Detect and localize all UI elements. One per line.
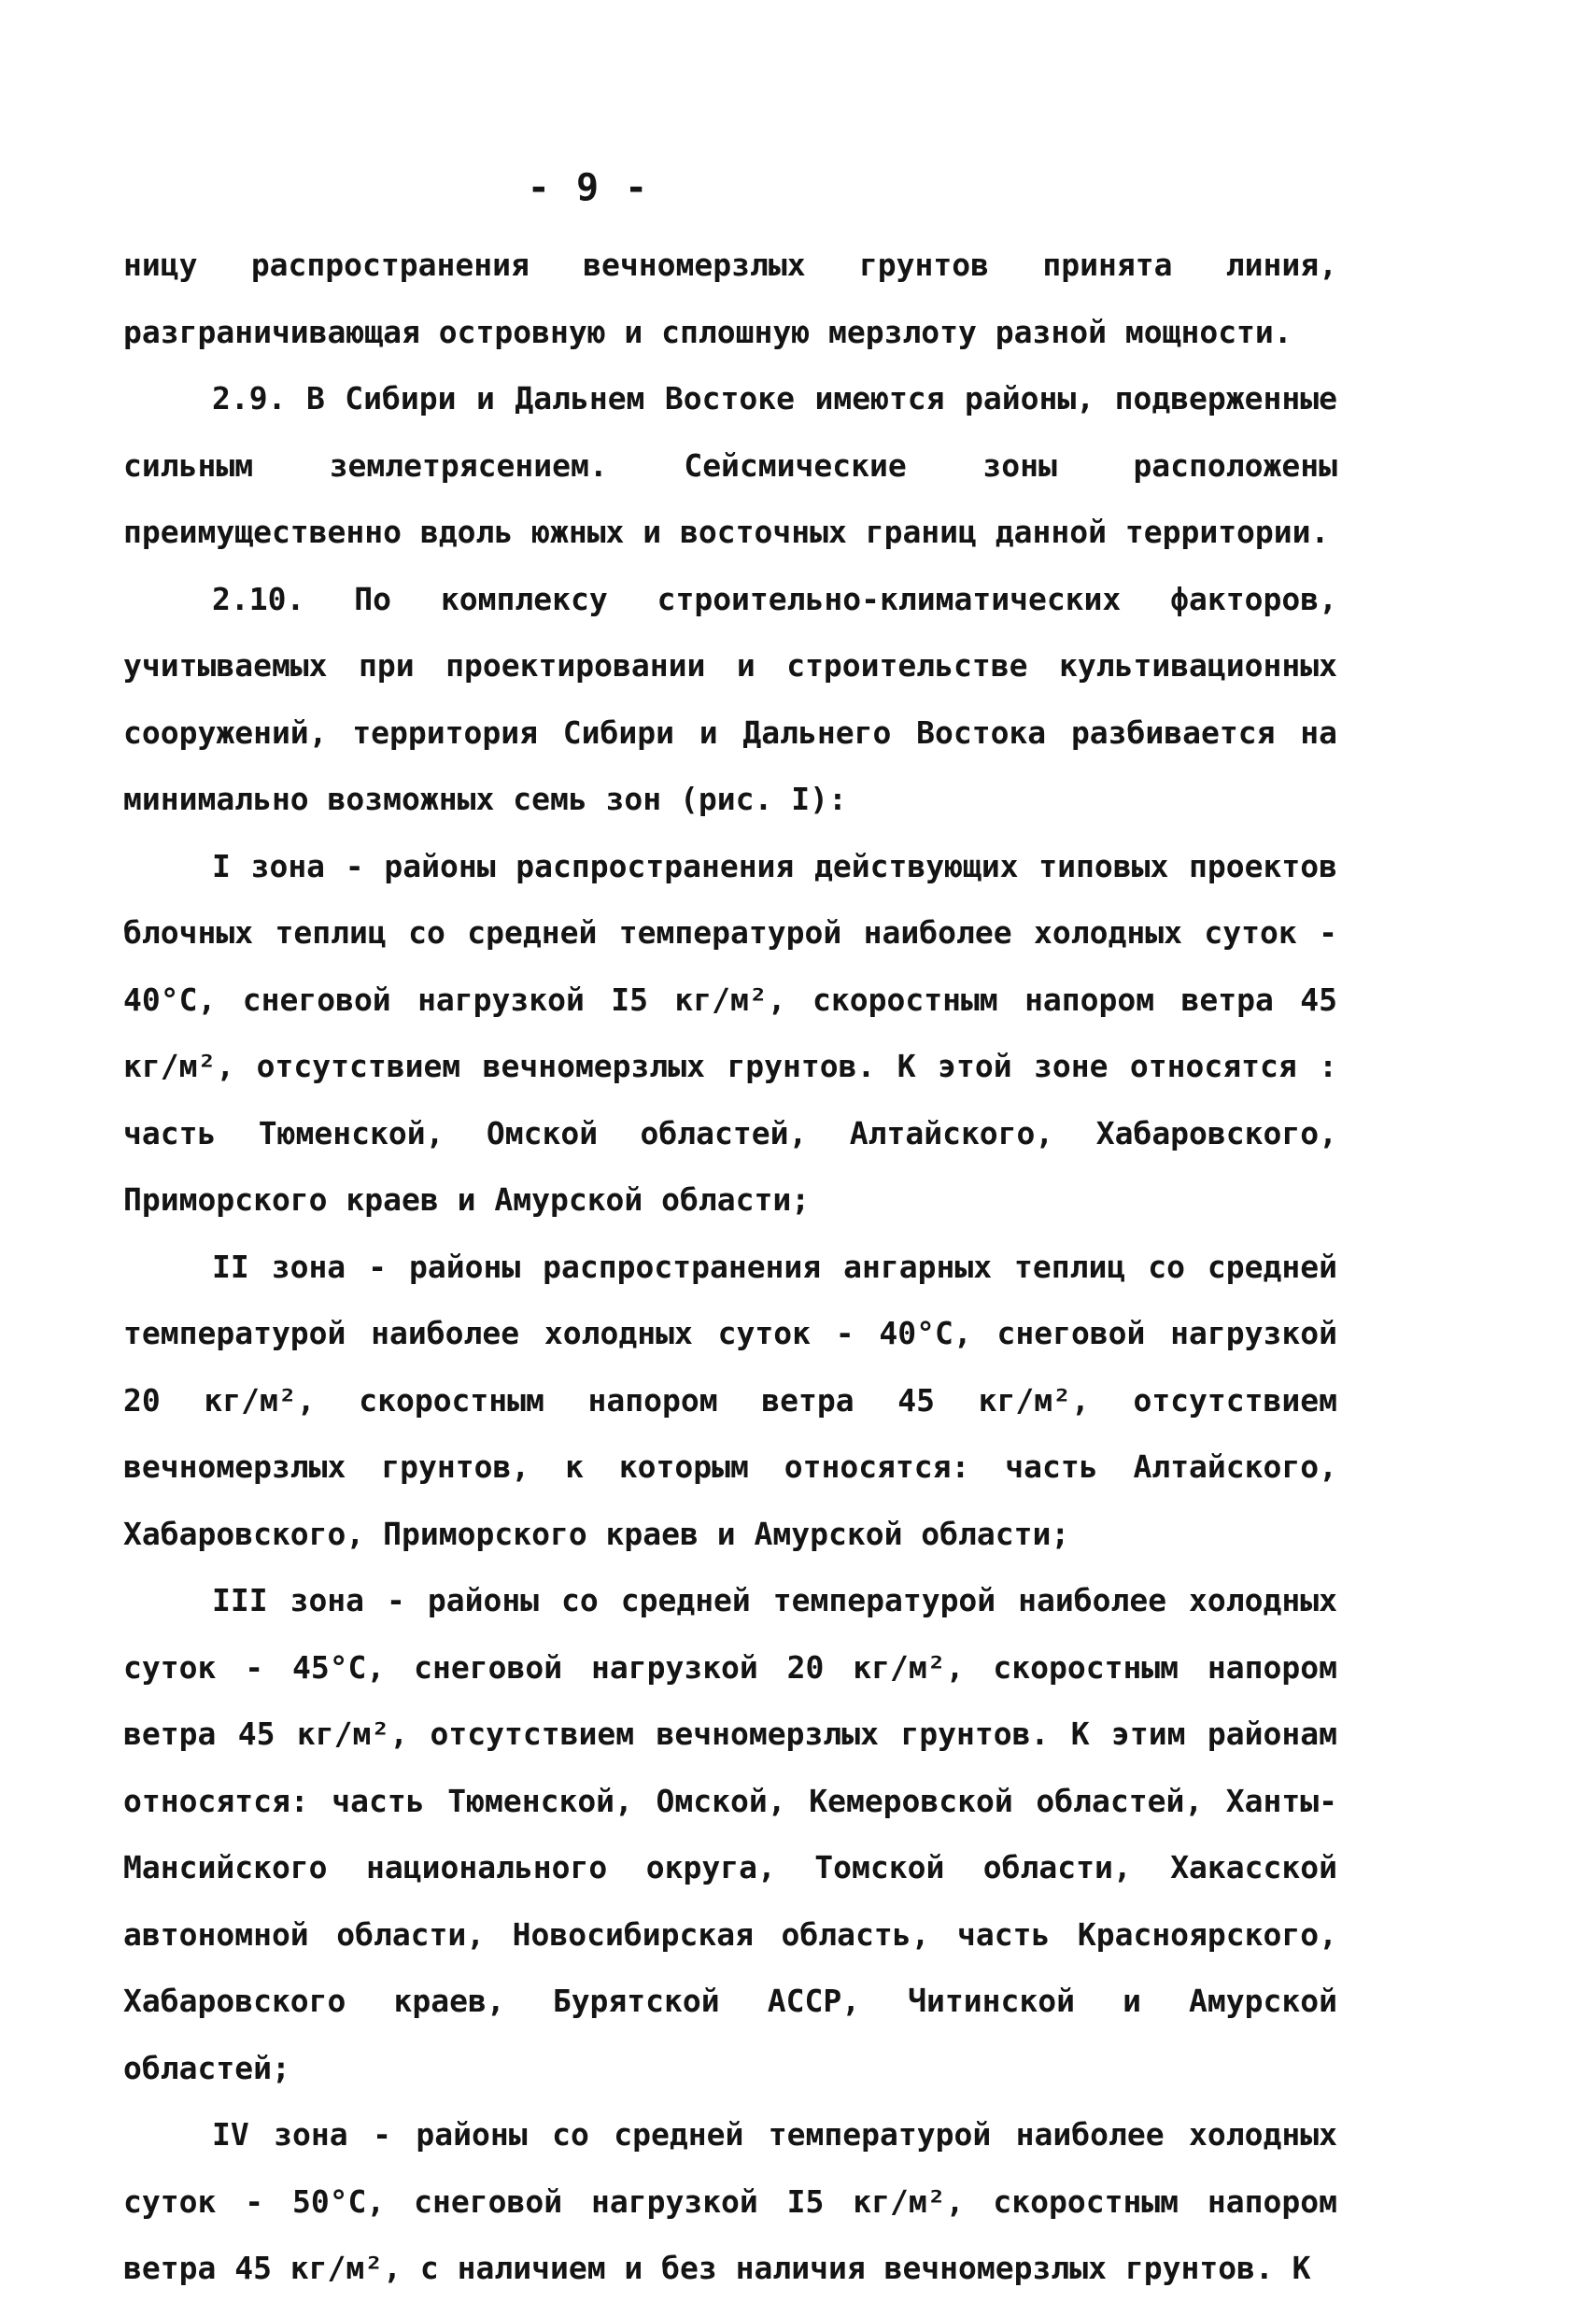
body-text — [123, 232, 1337, 2302]
paragraph-2-9: 2.9. В Сибири и Дальнем Востоке имеются районы, подверженные сильным землетрясением. Сейсмические зоны расположены преимущественно вдоль южных и восточных границ данной территории. — [123, 380, 1337, 550]
paragraph-intro: ницу распространения вечномерзлых грунтов принята линия, разграничивающая островную и сплошную мерзлоту разной мощности. — [123, 247, 1337, 350]
paragraph-zone-1: I зона - районы распространения действующих типовых проектов блочных теплиц со средней температурой наиболее холодных суток - 40°С, снеговой нагрузкой I5 кг/м², скоростным напором ветра 45 кг/м², отсутствием вечномерзлых грунтов. К этой зоне относятся : часть Тюменской, Омской областей, Алтайского, Хабаровского, Приморского краев и Амурской области; — [123, 847, 1337, 1218]
paragraph-zone-2: II зона - районы распространения ангарных теплиц со средней температурой наиболее холодных суток - 40°С, снеговой нагрузкой 20 кг/м², скоростным напором ветра 45 кг/м², отсутствием вечномерзлых грунтов, к которым относятся: часть Алтайского, Хабаровского, Приморского краев и Амурской области; — [123, 1248, 1337, 1552]
page-number: - 9 - — [527, 166, 650, 209]
paragraph-zone-3: III зона - районы со средней температурой наиболее холодных суток - 45°С, снеговой нагрузкой 20 кг/м², скоростным напором ветра 45 кг/м², отсутствием вечномерзлых грунтов. К этим районам относятся: часть Тюменской, Омской, Кемеровской областей, Ханты-Мансийского национального округа, Томской области, Хакасской автономной области, Новосибирская область, часть Красноярского, Хабаровского краев, Бурятской АССР, Читинской и Амурской областей; — [123, 1582, 1337, 2086]
paragraph-zone-4: IV зона - районы со средней температурой наиболее холодных суток - 50°С, снеговой нагрузкой I5 кг/м², скоростным напором ветра 45 кг/м², с наличием и без наличия вечномерзлых грунтов. К — [123, 2116, 1337, 2286]
paragraph-2-10: 2.10. По комплексу строительно-климатических факторов, учитываемых при проектировании и строительстве культивационных сооружений, территория Сибири и Дальнего Востока разбивается на минимально возможных семь зон (рис. I): — [123, 580, 1337, 817]
